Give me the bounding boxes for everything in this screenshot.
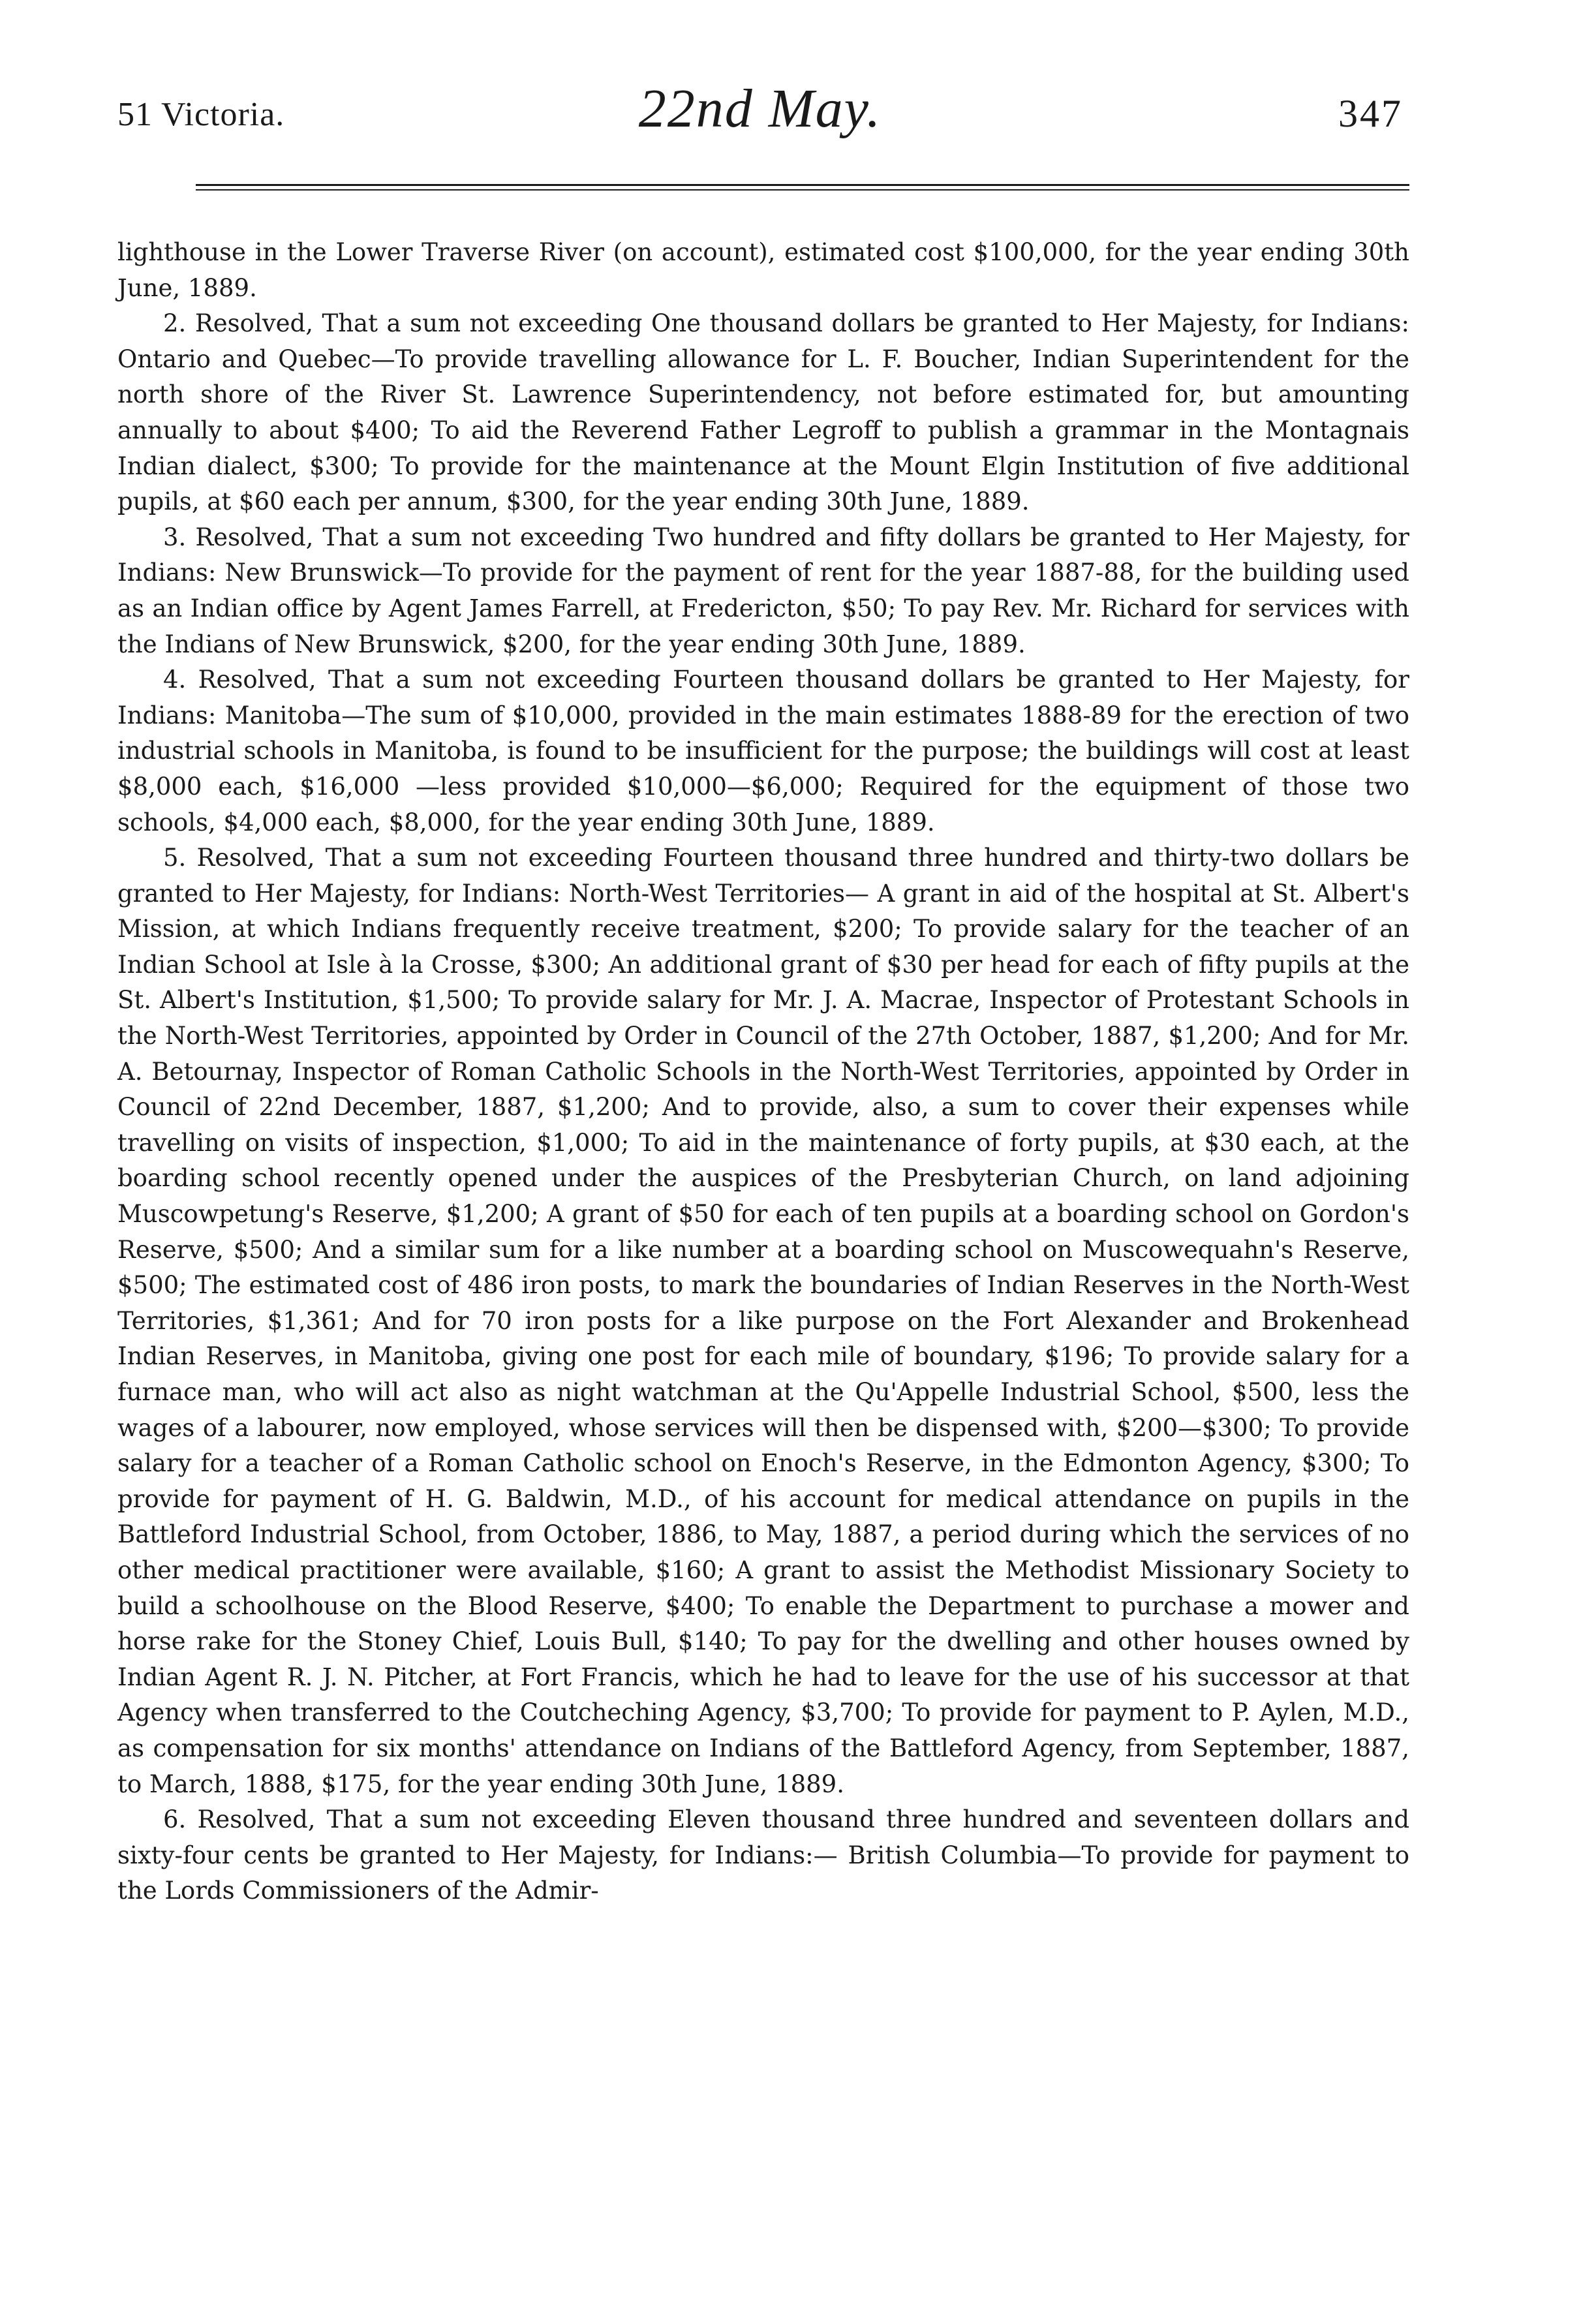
- body-text: [117, 235, 1409, 1909]
- paragraph-resolution-5: 5. Resolved, That a sum not exceeding Fourteen thousand three hundred and thirty-two dollars be granted to Her Majesty, for Indians: North-West Territories— A grant in aid of the hospital at St. Albert's Mission, at which Indians frequently receive treatment, $200; To provide salary for the teacher of an Indian School at Isle à la Crosse, $300; An additional grant of $30 per head for each of fifty pupils at the St. Albert's Institution, $1,500; To provide salary for Mr. J. A. Macrae, Inspector of Protestant Schools in the North-West Territories, appointed by Order in Council of the 27th October, 1887, $1,200; And for Mr. A. Betournay, Inspector of Roman Catholic Schools in the North-West Territories, appointed by Order in Council of 22nd December, 1887, $1,200; And to provide, also, a sum to cover their expenses while travelling on visits of inspection, $1,000; To aid in the maintenance of forty pupils, at $30 each, at the boarding school recently opened under the auspices of the Presbyterian Church, on land adjoining Muscowpetung's Reserve, $1,200; A grant of $50 for each of ten pupils at a boarding school on Gordon's Reserve, $500; And a similar sum for a like number at a boarding school on Muscowequahn's Reserve, $500; The estimated cost of 486 iron posts, to mark the boundaries of Indian Reserves in the North-West Territories, $1,361; And for 70 iron posts for a like purpose on the Fort Alexander and Brokenhead Indian Reserves, in Manitoba, giving one post for each mile of boundary, $196; To provide salary for a furnace man, who will act also as night watchman at the Qu'Appelle Industrial School, $500, less the wages of a labourer, now employed, whose services will then be dispensed with, $200—$300; To provide salary for a teacher of a Roman Catholic school on Enoch's Reserve, in the Edmonton Agency, $300; To provide for payment of H. G. Baldwin, M.D., of his account for medical attendance on pupils in the Battleford Industrial School, from October, 1886, to May, 1887, a period during which the services of no other medical practitioner were available, $160; A grant to assist the Methodist Missionary Society to build a schoolhouse on the Blood Reserve, $400; To enable the Department to purchase a mower and horse rake for the Stoney Chief, Louis Bull, $140; To pay for the dwelling and other houses owned by Indian Agent R. J. N. Pitcher, at Fort Francis, which he had to leave for the use of his successor at that Agency when transferred to the Coutcheching Agency, $3,700; To provide for payment to P. Aylen, M.D., as compensation for six months' attendance on Indians of the Battleford Agency, from September, 1887, to March, 1888, $175, for the year ending 30th June, 1889.: [117, 844, 1409, 1798]
- paragraph-resolution-2: 2. Resolved, That a sum not exceeding One thousand dollars be granted to Her Majesty, for Indians: Ontario and Quebec—To provide travelling allowance for L. F. Boucher, Indian Superintendent for the north shore of the River St. Lawrence Superintendency, not before estimated for, but amounting annually to about $400; To aid the Reverend Father Legroff to publish a grammar in the Montagnais Indian dialect, $300; To provide for the maintenance at the Mount Elgin Institution of five additional pupils, at $60 each per annum, $300, for the year ending 30th June, 1889.: [117, 309, 1409, 516]
- header-rule-bottom: [196, 189, 1409, 191]
- paragraph-resolution-6: 6. Resolved, That a sum not exceeding Eleven thousand three hundred and seventeen dollars and sixty-four cents be granted to Her Majesty, for Indians:— British Columbia—To provide for payment to the Lords Commissioners of the Admir-: [117, 1805, 1409, 1905]
- paragraph-resolution-3: 3. Resolved, That a sum not exceeding Two hundred and fifty dollars be granted to Her Majesty, for Indians: New Brunswick—To provide for the payment of rent for the year 1887-88, for the building used as an Indian office by Agent James Farrell, at Fredericton, $50; To pay Rev. Mr. Richard for services with the Indians of New Brunswick, $200, for the year ending 30th June, 1889.: [117, 523, 1409, 658]
- page-header: [117, 77, 1403, 149]
- running-head-date: 22nd May.: [638, 78, 882, 139]
- running-head-left: 51 Victoria.: [117, 96, 285, 133]
- paragraph-resolution-4: 4. Resolved, That a sum not exceeding Fourteen thousand dollars be granted to Her Majesty, for Indians: Manitoba—The sum of $10,000, provided in the main estimates 1888-89 for the erection of two industrial schools in Manitoba, is found to be insufficient for the purpose; the buildings will cost at least $8,000 each, $16,000 —less provided $10,000—$6,000; Required for the equipment of those two schools, $4,000 each, $8,000, for the year ending 30th June, 1889.: [117, 666, 1409, 836]
- header-rule-top: [196, 184, 1409, 186]
- paragraph-continuation: lighthouse in the Lower Traverse River (on account), estimated cost $100,000, for the year ending 30th June, 1889.: [117, 238, 1409, 302]
- page-number: 347: [1338, 92, 1403, 135]
